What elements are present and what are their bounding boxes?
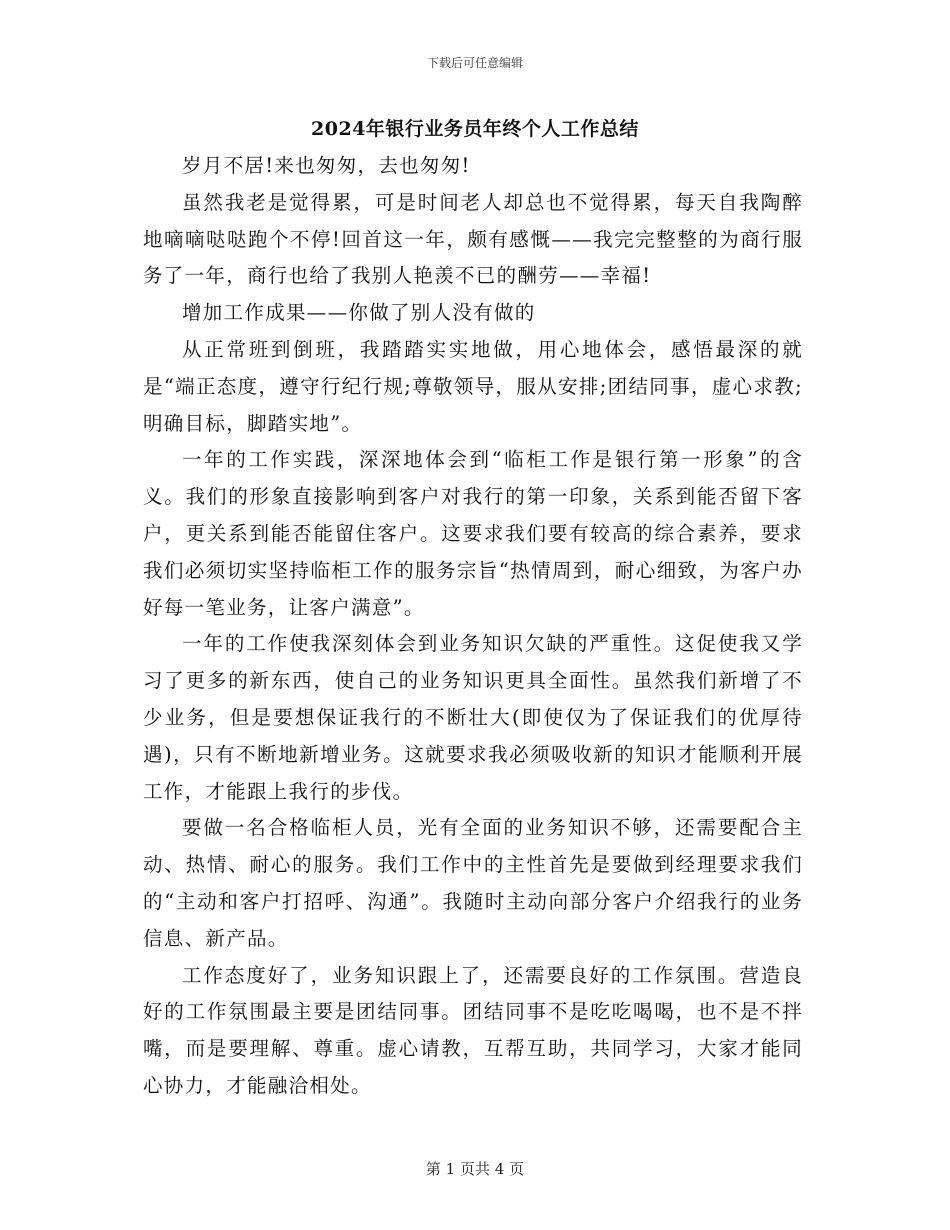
paragraph-7: 要做一名合格临柜人员，光有全面的业务知识不够，还需要配合主动、热情、耐心的服务。我们工作中的主性首先是要做到经理要求我们的“主动和客户打招呼、沟通”。我随时主动向部分客户介绍我行的业务信息、新产品。 — [143, 816, 803, 950]
page-number: 第 1 页共 4 页 — [425, 1160, 525, 1178]
header-note: 下载后可任意编辑 — [426, 56, 523, 70]
paragraph-1: 岁月不居!来也匆匆，去也匆匆! — [182, 154, 471, 177]
paragraph-3: 增加工作成果——你做了别人没有做的 — [182, 301, 536, 325]
document-title: 2024年银行业务员年终个人工作总结 — [311, 118, 639, 140]
paragraph-2: 虽然我老是觉得累，可是时间老人却总也不觉得累，每天自我陶醉地嘀嘀哒哒跑个不停!回首这一年，颇有感慨——我完完整整的为商行服务了一年，商行也给了我别人艳羡不已的酬劳——幸福! — [143, 190, 803, 288]
document-body — [143, 148, 803, 1105]
paragraph-5: 一年的工作实践，深深地体会到“临柜工作是银行第一形象”的含义。我们的形象直接影响到客户对我行的第一印象，关系到能否留下客户，更关系到能否能留住客户。这要求我们要有较高的综合素养，要求我们必须切实坚持临柜工作的服务宗旨“热情周到，耐心细致，为客户办好每一笔业务，让客户满意”。 — [143, 448, 803, 619]
paragraph-4: 从正常班到倒班，我踏踏实实地做，用心地体会，感悟最深的就是“端正态度，遵守行纪行规;尊敬领导，服从安排;团结同事，虚心求教;明确目标，脚踏实地”。 — [143, 337, 803, 435]
paragraph-6: 一年的工作使我深刻体会到业务知识欠缺的严重性。这促使我又学习了更多的新东西，使自己的业务知识更具全面性。虽然我们新增了不少业务，但是要想保证我行的不断壮大(即使仅为了保证我们的优厚待遇)，只有不断地新增业务。这就要求我必须吸收新的知识才能顺利开展工作，才能跟上我行的步伐。 — [143, 632, 803, 803]
paragraph-8: 工作态度好了，业务知识跟上了，还需要良好的工作氛围。营造良好的工作氛围最主要是团结同事。团结同事不是吃吃喝喝，也不是不拌嘴，而是要理解、尊重。虚心请教，互帮互助，共同学习，大家才能同心协力，才能融洽相处。 — [143, 963, 803, 1097]
